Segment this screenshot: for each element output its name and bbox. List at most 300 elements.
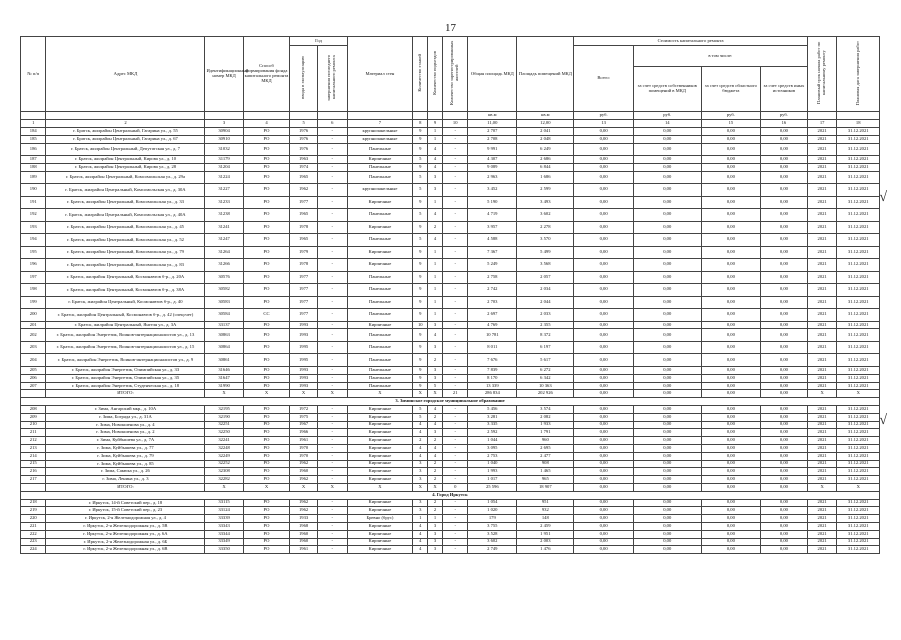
year-commission-cell: 1965 [290, 234, 318, 247]
header-method: Способ формирования фонда капитального ремонта МКД [243, 37, 290, 112]
total-cost-cell: 0,00 [574, 405, 633, 413]
method-cell: РО [243, 143, 290, 156]
year-repair-cell: - [317, 366, 347, 374]
regional-cell: 0,00 [701, 429, 760, 437]
row-number: 192 [21, 209, 46, 222]
entrances-cell: 1 [428, 128, 443, 136]
row-number: 195 [21, 246, 46, 259]
unit-other: руб. [761, 112, 808, 120]
method-cell: РО [243, 329, 290, 342]
column-number: 10 [443, 120, 468, 128]
table-row [21, 246, 880, 259]
address-cell: г. Иркутск, 15-й Советский пер., д. 23 [46, 507, 205, 515]
year-repair-cell: - [317, 460, 347, 468]
total-area-cell: 1 017 [468, 476, 517, 484]
method-cell: РО [243, 429, 290, 437]
year-repair-cell: - [317, 246, 347, 259]
address-cell: г. Зима, Сакюка ул., д. 26 [46, 468, 205, 476]
material-cell: Кирпичные [347, 429, 413, 437]
address-cell: г. Братск, жилрайон Центральный, Комсомольская ул., д. 40А [46, 209, 205, 222]
row-number: 196 [21, 259, 46, 272]
entrances-cell: 3 [428, 522, 443, 530]
table-row [21, 259, 880, 272]
column-number: 2 [46, 120, 205, 128]
regional-cell: 0,00 [701, 530, 760, 538]
id-cell: 30584 [205, 309, 243, 322]
address-cell: г. Братск, жилрайон Центральный, Кирова ул., д. 10 [46, 156, 205, 164]
column-number: 11,00 [468, 120, 517, 128]
end-date-cell: 31.12.2021 [837, 354, 880, 367]
id-cell: 31227 [205, 184, 243, 197]
row-number: 188 [21, 163, 46, 171]
table-row [21, 184, 880, 197]
material-cell: Кирпичные [347, 499, 413, 507]
id-cell: 31247 [205, 234, 243, 247]
entrances-cell: 5 [428, 382, 443, 390]
total-cost: 0,00 [574, 483, 633, 491]
total-area-cell: 3 335 [468, 421, 517, 429]
residents-cell: - [443, 156, 468, 164]
id-cell: 30861 [205, 354, 243, 367]
other-cell: 0,00 [761, 546, 808, 554]
table-row [21, 437, 880, 445]
own-funds-cell: 0,00 [633, 309, 701, 322]
year-repair-cell: - [317, 452, 347, 460]
residents-cell: - [443, 468, 468, 476]
entrances-cell: 2 [428, 437, 443, 445]
total-cost-cell: 0,00 [574, 366, 633, 374]
total-cost-cell: 0,00 [574, 246, 633, 259]
entrances-cell: 3 [428, 538, 443, 546]
table-row [21, 468, 880, 476]
residents-cell: - [443, 296, 468, 309]
other-cell: 0,00 [761, 329, 808, 342]
unit-regional: руб. [701, 112, 760, 120]
start-year-cell: 2021 [807, 530, 837, 538]
premises-area-cell: 2 044 [517, 296, 574, 309]
premises-area-cell: 3 568 [517, 259, 574, 272]
entrances-cell: 3 [428, 171, 443, 184]
row-number: 223 [21, 538, 46, 546]
id-cell: 30576 [205, 271, 243, 284]
premises-area-cell: 932 [517, 507, 574, 515]
material-cell: Кирпичные [347, 460, 413, 468]
id-cell: 31990 [205, 382, 243, 390]
own-funds-cell: 0,00 [633, 296, 701, 309]
method-cell: РО [243, 546, 290, 554]
year-commission-cell: 1977 [290, 296, 318, 309]
table-row [21, 143, 880, 156]
address-cell: г. Братск, жилрайон Энергетик, Студенческая ул., д. 18 [46, 382, 205, 390]
total-area-cell: 4 307 [468, 156, 517, 164]
address-cell: г. Братск, жилрайон Центральный, Депутатская ул., д. 7 [46, 143, 205, 156]
premises-area-cell: 908 [517, 460, 574, 468]
year-repair-cell: - [317, 421, 347, 429]
row-number: 186 [21, 143, 46, 156]
regional-cell: 0,00 [701, 329, 760, 342]
year-repair-cell: - [317, 209, 347, 222]
other-cell: 0,00 [761, 143, 808, 156]
address-cell: г. Иркутск, 2-я Железнодорожная ул., д. 5В [46, 522, 205, 530]
year-commission-cell: 1979 [290, 246, 318, 259]
total-area-cell: 3 755 [468, 522, 517, 530]
entrances-cell: 2 [428, 354, 443, 367]
year-commission-cell: 1978 [290, 221, 318, 234]
other-cell: 0,00 [761, 296, 808, 309]
year-commission-cell: 1977 [290, 284, 318, 297]
premises-area-cell: 8 372 [517, 329, 574, 342]
total-label: ИТОГО: [46, 483, 205, 491]
material-cell: Кирпичные [347, 452, 413, 460]
total-area: 286 834 [468, 390, 517, 398]
total-own: 0,00 [633, 483, 701, 491]
id-cell: 32190 [205, 413, 243, 421]
id-cell: 32195 [205, 405, 243, 413]
x-cell: X [205, 390, 243, 398]
total-area-cell: 7 367 [468, 246, 517, 259]
premises-area-cell: 2 041 [517, 128, 574, 136]
address-cell: г. Зима, Новокшенова ул., д. 4 [46, 421, 205, 429]
id-cell: 30863 [205, 329, 243, 342]
header-cost-group: Стоимость капитального ремонта [574, 37, 807, 46]
start-year-cell: 2021 [807, 452, 837, 460]
year-repair-cell: - [317, 184, 347, 197]
year-commission-cell: 1967 [290, 421, 318, 429]
total-cost-cell: 0,00 [574, 515, 633, 523]
residents-cell: - [443, 382, 468, 390]
entrances-cell: 1 [428, 309, 443, 322]
method-cell: РО [243, 444, 290, 452]
column-number: 16 [761, 120, 808, 128]
floors-cell: 1 [413, 515, 428, 523]
end-date-cell: 31.12.2021 [837, 221, 880, 234]
x-cell: X [837, 483, 880, 491]
own-funds-cell: 0,00 [633, 421, 701, 429]
total-cost-cell: 0,00 [574, 143, 633, 156]
other-cell: 0,00 [761, 460, 808, 468]
premises-area-cell: 1 933 [517, 421, 574, 429]
header-year-group: Год [290, 37, 347, 46]
start-year-cell: 2021 [807, 163, 837, 171]
id-cell: 33339 [205, 515, 243, 523]
unit-premises-area: кв.м [517, 112, 574, 120]
method-cell: РО [243, 271, 290, 284]
address-cell: г. Братск, жилрайон Энергетик, Воинов-интернационалистов ул., д. 13 [46, 329, 205, 342]
regional-cell: 0,00 [701, 234, 760, 247]
header-own-funds: за счет средств собственников помещений в МКД [633, 67, 701, 112]
row-number: 208 [21, 405, 46, 413]
x-cell: X [807, 390, 837, 398]
x-cell: X [837, 390, 880, 398]
total-cost-cell: 0,00 [574, 476, 633, 484]
residents-cell: - [443, 437, 468, 445]
x-cell: X [243, 483, 290, 491]
x-cell: X [290, 390, 318, 398]
total-area-cell: 9 991 [468, 143, 517, 156]
id-cell: 32308 [205, 468, 243, 476]
end-date-cell: 31.12.2021 [837, 296, 880, 309]
floors-cell: 5 [413, 234, 428, 247]
premises-area-cell: 5 617 [517, 354, 574, 367]
id-cell: 31224 [205, 171, 243, 184]
row-number: 187 [21, 156, 46, 164]
year-repair-cell: - [317, 413, 347, 421]
total-area-cell: 1 020 [468, 507, 517, 515]
residents-cell: - [443, 196, 468, 209]
year-commission-cell: 1976 [290, 128, 318, 136]
total-cost-cell: 0,00 [574, 460, 633, 468]
id-cell: 31241 [205, 221, 243, 234]
year-commission-cell: 1975 [290, 413, 318, 421]
floors-cell: 9 [413, 143, 428, 156]
header-id: Идентификационный номер МКД [205, 37, 243, 112]
residents-cell: - [443, 444, 468, 452]
material-cell: Кирпичные [347, 156, 413, 164]
header-wall-material: Материал стен [347, 37, 413, 112]
entrances-cell: 2 [428, 507, 443, 515]
start-year-cell: 2021 [807, 468, 837, 476]
total-area-cell: 5 249 [468, 259, 517, 272]
material-cell: Кирпичные [347, 413, 413, 421]
residents-cell: - [443, 309, 468, 322]
header-planned-start: Плановый срок начала работ по капитальному ремонту [807, 37, 837, 112]
own-funds-cell: 0,00 [633, 405, 701, 413]
method-cell: СС [243, 309, 290, 322]
premises-area-cell: 1 791 [517, 429, 574, 437]
total-area-cell: 7 839 [468, 366, 517, 374]
table-row [21, 234, 880, 247]
total-cost-cell: 0,00 [574, 374, 633, 382]
regional-cell: 0,00 [701, 421, 760, 429]
entrances-cell: 3 [428, 366, 443, 374]
year-repair-cell: - [317, 271, 347, 284]
floors-cell: 3 [413, 460, 428, 468]
address-cell: г. Зима, Куйбышева ул., д. 77 [46, 444, 205, 452]
end-date-cell: 31.12.2021 [837, 460, 880, 468]
id-cell: 30904 [205, 128, 243, 136]
material-cell: Кирпичные [347, 437, 413, 445]
year-commission-cell: 1966 [290, 429, 318, 437]
start-year-cell: 2021 [807, 143, 837, 156]
id-cell: 31238 [205, 209, 243, 222]
x-cell: X [428, 483, 443, 491]
entrances-cell: 4 [428, 163, 443, 171]
method-cell: РО [243, 209, 290, 222]
total-cost-cell: 0,00 [574, 309, 633, 322]
id-cell: 33349 [205, 538, 243, 546]
floors-cell: 9 [413, 354, 428, 367]
material-cell: Кирпичные [347, 221, 413, 234]
start-year-cell: 2021 [807, 184, 837, 197]
own-funds-cell: 0,00 [633, 234, 701, 247]
regional-cell: 0,00 [701, 546, 760, 554]
method-cell: РО [243, 128, 290, 136]
material-cell: Панельные [347, 284, 413, 297]
row-number: 202 [21, 329, 46, 342]
premises-area-cell: 965 [517, 476, 574, 484]
address-cell: г. Братск, жилрайон Энергетик, Олимпийская ул., д. 33 [46, 366, 205, 374]
table-row [21, 460, 880, 468]
regional-cell: 0,00 [701, 284, 760, 297]
total-area-cell: 13 339 [468, 382, 517, 390]
id-cell: 31647 [205, 374, 243, 382]
table-row [21, 271, 880, 284]
year-repair-cell: - [317, 374, 347, 382]
material-cell: Панельные [347, 341, 413, 354]
method-cell: РО [243, 405, 290, 413]
address-cell: г. Зима, Бограда ул., д. 31А [46, 413, 205, 421]
id-cell: 30583 [205, 296, 243, 309]
other-cell: 0,00 [761, 234, 808, 247]
address-cell: г. Иркутск, 14-й Советский пер., д. 18 [46, 499, 205, 507]
method-cell: РО [243, 530, 290, 538]
x-cell: X [413, 390, 428, 398]
material-cell: Кирпичные [347, 476, 413, 484]
own-funds-cell: 0,00 [633, 374, 701, 382]
column-number: 9 [428, 120, 443, 128]
end-date-cell: 31.12.2021 [837, 341, 880, 354]
other-cell: 0,00 [761, 413, 808, 421]
id-cell: 31179 [205, 156, 243, 164]
floors-cell: 9 [413, 366, 428, 374]
unit-own: руб. [633, 112, 701, 120]
year-repair-cell: - [317, 382, 347, 390]
regional-cell: 0,00 [701, 515, 760, 523]
own-funds-cell: 0,00 [633, 499, 701, 507]
total-cost-cell: 0,00 [574, 234, 633, 247]
entrances-cell: 2 [428, 221, 443, 234]
row-number: 207 [21, 382, 46, 390]
start-year-cell: 2021 [807, 522, 837, 530]
column-number: 12,00 [517, 120, 574, 128]
own-funds-cell: 0,00 [633, 429, 701, 437]
column-number: 5 [290, 120, 318, 128]
address-cell: г. Братск, жилрайон Центральный, Гагарина ул., д. 67 [46, 135, 205, 143]
residents-cell: - [443, 499, 468, 507]
total-cost-cell: 0,00 [574, 296, 633, 309]
floors-cell: 9 [413, 259, 428, 272]
header-n: № п/п [21, 37, 46, 112]
address-cell: г. Зима, Куйбышева ул., д. 79 [46, 452, 205, 460]
column-number: 3 [205, 120, 243, 128]
year-commission-cell: 1993 [290, 382, 318, 390]
material-cell: Панельные [347, 366, 413, 374]
material-cell: Панельные [347, 209, 413, 222]
residents-cell: - [443, 234, 468, 247]
total-area-cell: 4 719 [468, 209, 517, 222]
material-cell: Кирпичные [347, 321, 413, 329]
total-area-cell: 9 089 [468, 163, 517, 171]
entrances-cell: 2 [428, 499, 443, 507]
other-cell: 0,00 [761, 452, 808, 460]
premises-area-cell: 2 033 [517, 309, 574, 322]
material-cell: Бревно (брус) [347, 515, 413, 523]
total-cost-cell: 0,00 [574, 156, 633, 164]
own-funds-cell: 0,00 [633, 135, 701, 143]
floors-cell: 4 [413, 452, 428, 460]
end-date-cell: 31.12.2021 [837, 468, 880, 476]
address-cell: г. Иркутск, 2-я Железнодорожная ул., д. 6В [46, 546, 205, 554]
row-number: 222 [21, 530, 46, 538]
other-cell: 0,00 [761, 476, 808, 484]
address-cell: г. Братск, жилрайон Центральный, Космонавтов б-р., д. 40 [46, 296, 205, 309]
total-cost-cell: 0,00 [574, 135, 633, 143]
total-regional: 0,00 [701, 390, 760, 398]
method-cell: РО [243, 499, 290, 507]
table-row [21, 128, 880, 136]
total-area-cell: 2 742 [468, 284, 517, 297]
header-other: за счет средств иных источников [761, 67, 808, 112]
premises-area-cell: 2 003 [517, 538, 574, 546]
end-date-cell: 31.12.2021 [837, 321, 880, 329]
premises-area-cell: 148 [517, 515, 574, 523]
total-label: ИТОГО: [46, 390, 205, 398]
total-cost-cell: 0,00 [574, 271, 633, 284]
end-date-cell: 31.12.2021 [837, 259, 880, 272]
residents-cell: - [443, 546, 468, 554]
x-cell: X [347, 483, 413, 491]
own-funds-cell: 0,00 [633, 476, 701, 484]
end-date-cell: 31.12.2021 [837, 209, 880, 222]
id-cell: 33115 [205, 499, 243, 507]
column-number: 7 [347, 120, 413, 128]
year-commission-cell: 1962 [290, 476, 318, 484]
own-funds-cell: 0,00 [633, 209, 701, 222]
address-cell: г. Братск, жилрайон Центральный, Космонавтов б-р., д. 20А [46, 271, 205, 284]
section-title: 3. Зиминское городское муниципальное образование [21, 398, 880, 406]
own-funds-cell: 0,00 [633, 546, 701, 554]
entrances-cell: 4 [428, 444, 443, 452]
year-repair-cell: - [317, 354, 347, 367]
total-cost-cell: 0,00 [574, 163, 633, 171]
row-number: 190 [21, 184, 46, 197]
year-repair-cell: - [317, 515, 347, 523]
header-in-that: в том числе: [633, 46, 807, 67]
column-numbers-row [21, 120, 880, 128]
other-cell: 0,00 [761, 538, 808, 546]
row-number: 203 [21, 341, 46, 354]
row-number: 214 [21, 452, 46, 460]
method-cell: РО [243, 156, 290, 164]
residents-cell: - [443, 271, 468, 284]
method-cell: РО [243, 234, 290, 247]
table-row [21, 221, 880, 234]
premises-area-cell: 6 342 [517, 374, 574, 382]
address-cell: г. Иркутск, 2-я Железнодорожная ул., д. 6А [46, 530, 205, 538]
regional-cell: 0,00 [701, 163, 760, 171]
residents-cell: - [443, 329, 468, 342]
regional-cell: 0,00 [701, 444, 760, 452]
start-year-cell: 2021 [807, 444, 837, 452]
unit-total-area: кв.м [468, 112, 517, 120]
residents-cell: - [443, 413, 468, 421]
year-repair-cell: - [317, 156, 347, 164]
table-row [21, 329, 880, 342]
other-cell: 0,00 [761, 444, 808, 452]
total-premises-area: 18 907 [517, 483, 574, 491]
header-total-area: Общая площадь МКД [468, 37, 517, 112]
year-commission-cell: 1993 [290, 329, 318, 342]
year-commission-cell: 1970 [290, 444, 318, 452]
total-area-cell: 3 957 [468, 221, 517, 234]
total-area-cell: 3 602 [468, 538, 517, 546]
regional-cell: 0,00 [701, 499, 760, 507]
own-funds-cell: 0,00 [633, 246, 701, 259]
start-year-cell: 2021 [807, 341, 837, 354]
end-date-cell: 31.12.2021 [837, 196, 880, 209]
year-repair-cell: - [317, 476, 347, 484]
address-cell: г. Братск, жилрайон Центральный, Комсомольская ул., д. 29а [46, 171, 205, 184]
